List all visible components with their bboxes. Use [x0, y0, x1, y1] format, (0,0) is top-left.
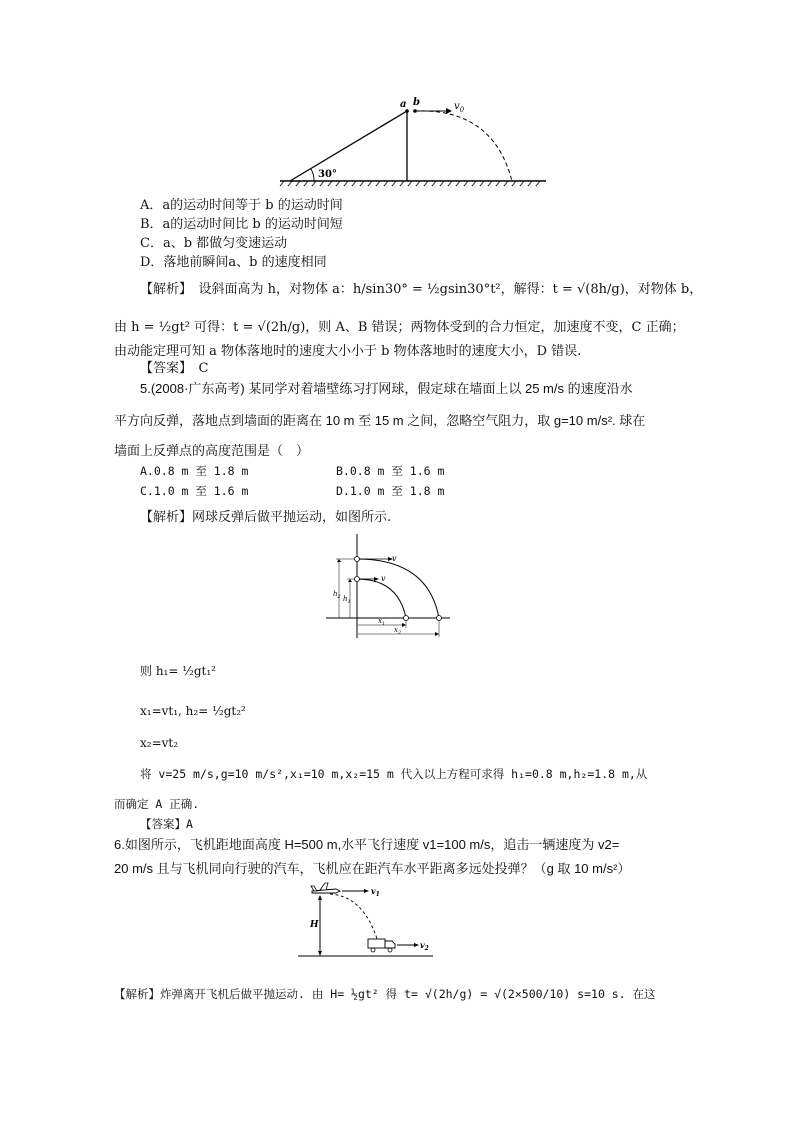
q5-solution: 【解析】网球反弹后做平抛运动，如图所示. — [140, 510, 392, 525]
trajectory-b — [415, 111, 512, 181]
q5-option-a: A.0.8 m 至 1.8 m — [140, 464, 249, 478]
label-v-top: v — [392, 554, 397, 563]
label-b: b — [413, 97, 420, 108]
q6-line-2: 20 m/s 且与飞机同向行驶的汽车，飞机应在距汽车水平距离多远处投弹？（g 取 10 m/s²） — [114, 861, 631, 876]
label-v1: $v_1$ — [371, 886, 380, 898]
q6-line-1: 6.如图所示，飞机距地面高度 H=500 m,水平飞行速度 v1=100 m/s，追击一辆速度为 v2= — [114, 837, 620, 852]
q5-line-1: 5.(2008·广东高考) 某同学对着墙壁练习打网球，假定球在墙面上以 25 m/s 的速度沿水 — [140, 381, 633, 396]
label-v2: $v_2$ — [420, 940, 429, 952]
option-a: A．a的运动时间等于 b 的运动时间 — [140, 198, 343, 213]
solution-line-3: 由动能定理可知 a 物体落地时的速度大小小于 b 物体落地时的速度大小，D 错误. — [114, 344, 582, 359]
label-x1: $x_1$ — [378, 617, 386, 627]
q5-option-d: D.1.0 m 至 1.8 m — [336, 484, 445, 498]
airplane-icon — [311, 883, 340, 893]
label-angle: 30° — [318, 169, 337, 180]
incline-slope — [290, 111, 407, 181]
label-v0: $v_0$ — [454, 101, 465, 114]
truck-icon — [368, 939, 395, 952]
angle-arc — [311, 169, 314, 181]
answer-1: 【答案】 C — [140, 361, 209, 376]
option-b: B．a的运动时间比 b 的运动时间短 — [140, 217, 343, 232]
figure-projectile-wall — [326, 534, 450, 638]
trajectory-small — [357, 579, 406, 618]
option-d: D．落地前瞬间a、b 的速度相同 — [140, 255, 327, 270]
q6-solution: 【解析】炸弹离开飞机后做平抛运动. 由 H= ½gt² 得 t= √(2h/g) = √(2×500/10) s=10 s. 在这 — [114, 987, 656, 1001]
label-h2: $h_2$ — [333, 590, 341, 600]
q5-option-c: C.1.0 m 至 1.6 m — [140, 484, 249, 498]
label-a: a — [400, 99, 407, 110]
q5-line-2: 平方向反弹，落地点到墙面的距离在 10 m 至 15 m 之间，忽略空气阻力，取 g=10 m/s². 球在 — [114, 413, 646, 428]
conclusion-line-1: 将 v=25 m/s,g=10 m/s²,x₁=10 m,x₂=15 m 代入以上方程可求得 h₁=0.8 m,h₂=1.8 m,从 — [140, 767, 648, 781]
answer-2: 【答案】A — [140, 817, 193, 831]
option-c: C．a、b 都做匀变速运动 — [140, 236, 288, 251]
equation-2: x₁=vt₁, h₂= ½gt₂² — [140, 704, 246, 718]
trajectory-large — [357, 559, 439, 618]
label-h1: $h_1$ — [343, 595, 351, 605]
bomb-trajectory — [330, 894, 378, 942]
q5-option-b: B.0.8 m 至 1.6 m — [336, 464, 445, 478]
figure-incline — [278, 96, 548, 188]
solution-line-2: 由 h = ½gt² 可得：t = √(2h/g)，则 A、B 错误；两物体受到的合力恒定，加速度不变，C 正确； — [114, 320, 685, 335]
conclusion-line-2: 而确定 A 正确. — [114, 797, 200, 811]
label-v-low: v — [381, 574, 386, 583]
label-H: H — [310, 920, 319, 930]
figure-plane-car — [298, 880, 438, 960]
equation-3: x₂=vt₂ — [140, 736, 179, 750]
equation-1: 则 h₁= ½gt₁² — [140, 664, 216, 678]
solution-line-1: 【解析】 设斜面高为 h，对物体 a：h/sin30° = ½gsin30°t²，解得：t = √(8h/g)，对物体 b， — [140, 282, 703, 297]
q5-line-3: 墙面上反弹点的高度范围是（ ） — [114, 443, 310, 458]
label-x2: $x_2$ — [394, 626, 402, 636]
